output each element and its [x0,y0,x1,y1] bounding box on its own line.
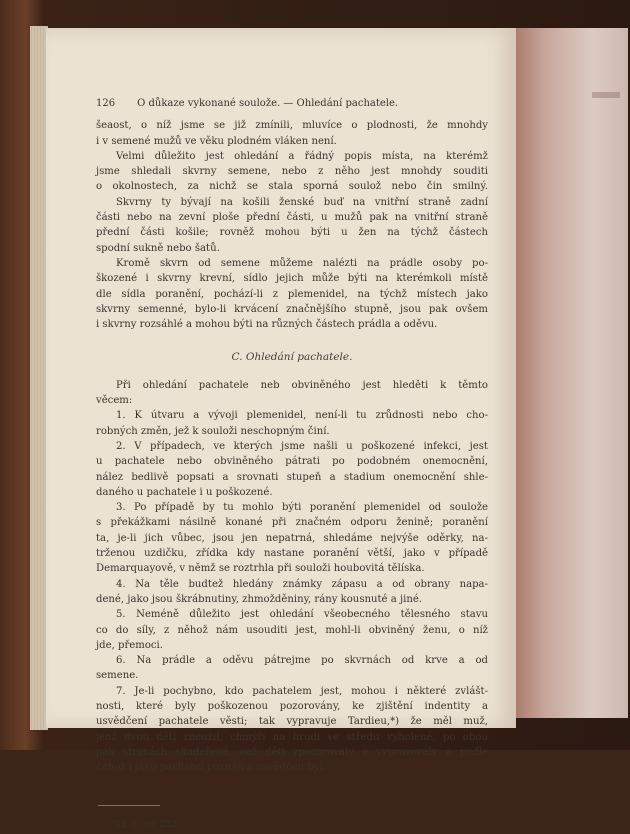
page-content [96,96,488,834]
paragraph-2 [96,149,488,256]
text-line: Demarquayově, v němž se roztrhla při souloži houbovitá tělíska. [96,563,425,575]
text-line: dle sídla poranění, pochází-li z plemenidel, na týchž místech jako [96,288,488,300]
paragraph-3 [96,256,488,332]
text-line: u pachatele nebo obviněného pátrati po podobném onemocnění, [96,456,488,468]
text-line: robných změn, jež k souloži neschopným činí. [96,425,330,437]
text-line: nosti, které byly poškozenou pozorovány, ke zjištění indentity a [96,700,488,712]
text-line: 2. V případech, ve kterých jsme našli u poškozené infekci, jest [116,440,488,452]
text-line: o okolnostech, za nichž se stala sporná soulož nebo čin smilný. [96,181,488,193]
text-line: jde, přemoci. [96,639,163,651]
paragraph-4 [96,378,488,409]
text-line: jsme shledali skvrny semene, nebo z něho jest mnohdy souditi [96,166,488,178]
running-header [96,96,488,111]
running-title: O důkaze vykonané soulože. — Ohledání pachatele. [137,98,399,109]
text-line: Skvrny ty bývají na košili ženské buď na vnitřní straně zadní [116,196,488,208]
section-title: C. Ohledání pachatele. [231,351,353,364]
list-item-6 [96,653,488,684]
text-line: škozené i skvrny krevní, sídlo jejich může býti na kterémkoli místě [96,273,488,285]
text-line: Při ohledání pachatele neb obviněného jest hleděti k těmto [116,379,488,391]
text-line: věcem: [96,395,133,407]
text-line: semene. [96,670,139,682]
text-line: šeaost, o níž jsme se již zmínili, mluvíce o plodnosti, že mnohdy [96,120,488,132]
text-line: usvědčení pachatele věsti; tak vypravuje Tardieu,*) že měl muž, [96,716,488,728]
text-line: i skvrny rozsáhlé a mohou býti na různých částech prádla a oděvu. [96,319,438,331]
list-item-1 [96,408,488,439]
list-item-3 [96,500,488,576]
paragraph-1 [96,118,488,149]
text-line: 4. Na těle budtež hledány známky zápasu a od obrany napa- [116,578,488,590]
text-line: trženou uzdičku, zřídka kdy nastane poranění větší, jako v případě [96,548,488,560]
list-item-7 [96,684,488,776]
text-line: nález bedlivě popsati a srovnati stupeň a stadium onemocnění shle- [96,471,488,483]
text-line: 5. Neméně důležito jest ohledání všeobecného tělesného stavu [116,609,488,621]
text-line: 7. Je-li pochybno, kdo pachatelem jest, mohou i některé zvlášt- [116,685,488,697]
footnote: *) l. c. str. 252. [112,820,180,831]
text-line: 6. Na prádle a oděvu pátrejme po skvrnách od krve a od [116,655,488,667]
text-line: přední části košile; rovněž mohou býti u žen na týchž částech [96,227,488,239]
list-item-2 [96,439,488,500]
text-line: Velmi důležito jest ohledání a řádný popis místa, na kterémž [116,150,488,162]
text-line: co do síly, z něhož nám usouditi jest, mohl-li obviněný ženu, o níž [96,624,488,636]
list-item-4 [96,577,488,608]
text-line: daného u pachatele i u poškozené. [96,486,273,498]
text-line: 3. Po případě by tu mohlo býti poranění plemenidel od soulože [116,502,488,514]
text-line: spodní sukně nebo šatů. [96,242,220,254]
text-line: dené, jako jsou škrábnutiny, zhmožděniny, rány kousnuté a jiné. [96,593,422,605]
text-line: části nebo na zevní ploše přední části, u mužů pak na vnitřní straně [96,212,488,224]
text-line: čehož i jako pachatel poznán a usvědčen byl. [96,762,326,774]
page-number: 126 [96,98,116,109]
text-line: Kromě skvrn od semene můžeme nalézti na prádle osoby po- [116,257,488,269]
text-line: ta, je-li jich vůbec, jsou jen nepatrná, shledáme nejvýše oděrky, na- [96,532,488,544]
list-item-5 [96,607,488,653]
text-line: 1. K útvaru a vývoji plemenidel, není-li tu zrůdnosti nebo cho- [116,410,488,422]
text-line: pak stranách skadeřené, což děti zpozorovaly a vypravovaly a podle [96,746,488,758]
facing-page [512,28,628,718]
text-line: skvrny semenné, bylo-li krvácení značnějšího stupně, jsou pak ovšem [96,303,488,315]
footnote-divider [98,805,160,806]
facing-page-mark [592,92,620,98]
text-line: jenž dvou dětí zneužil, chmýří na hrudi ve středu vyholené, po obou [96,731,488,743]
text-line: s překážkami násilně konané při značném odporu ženině; poranění [96,517,488,529]
text-line: i v semené mužů ve věku plodném vláken není. [96,135,337,147]
